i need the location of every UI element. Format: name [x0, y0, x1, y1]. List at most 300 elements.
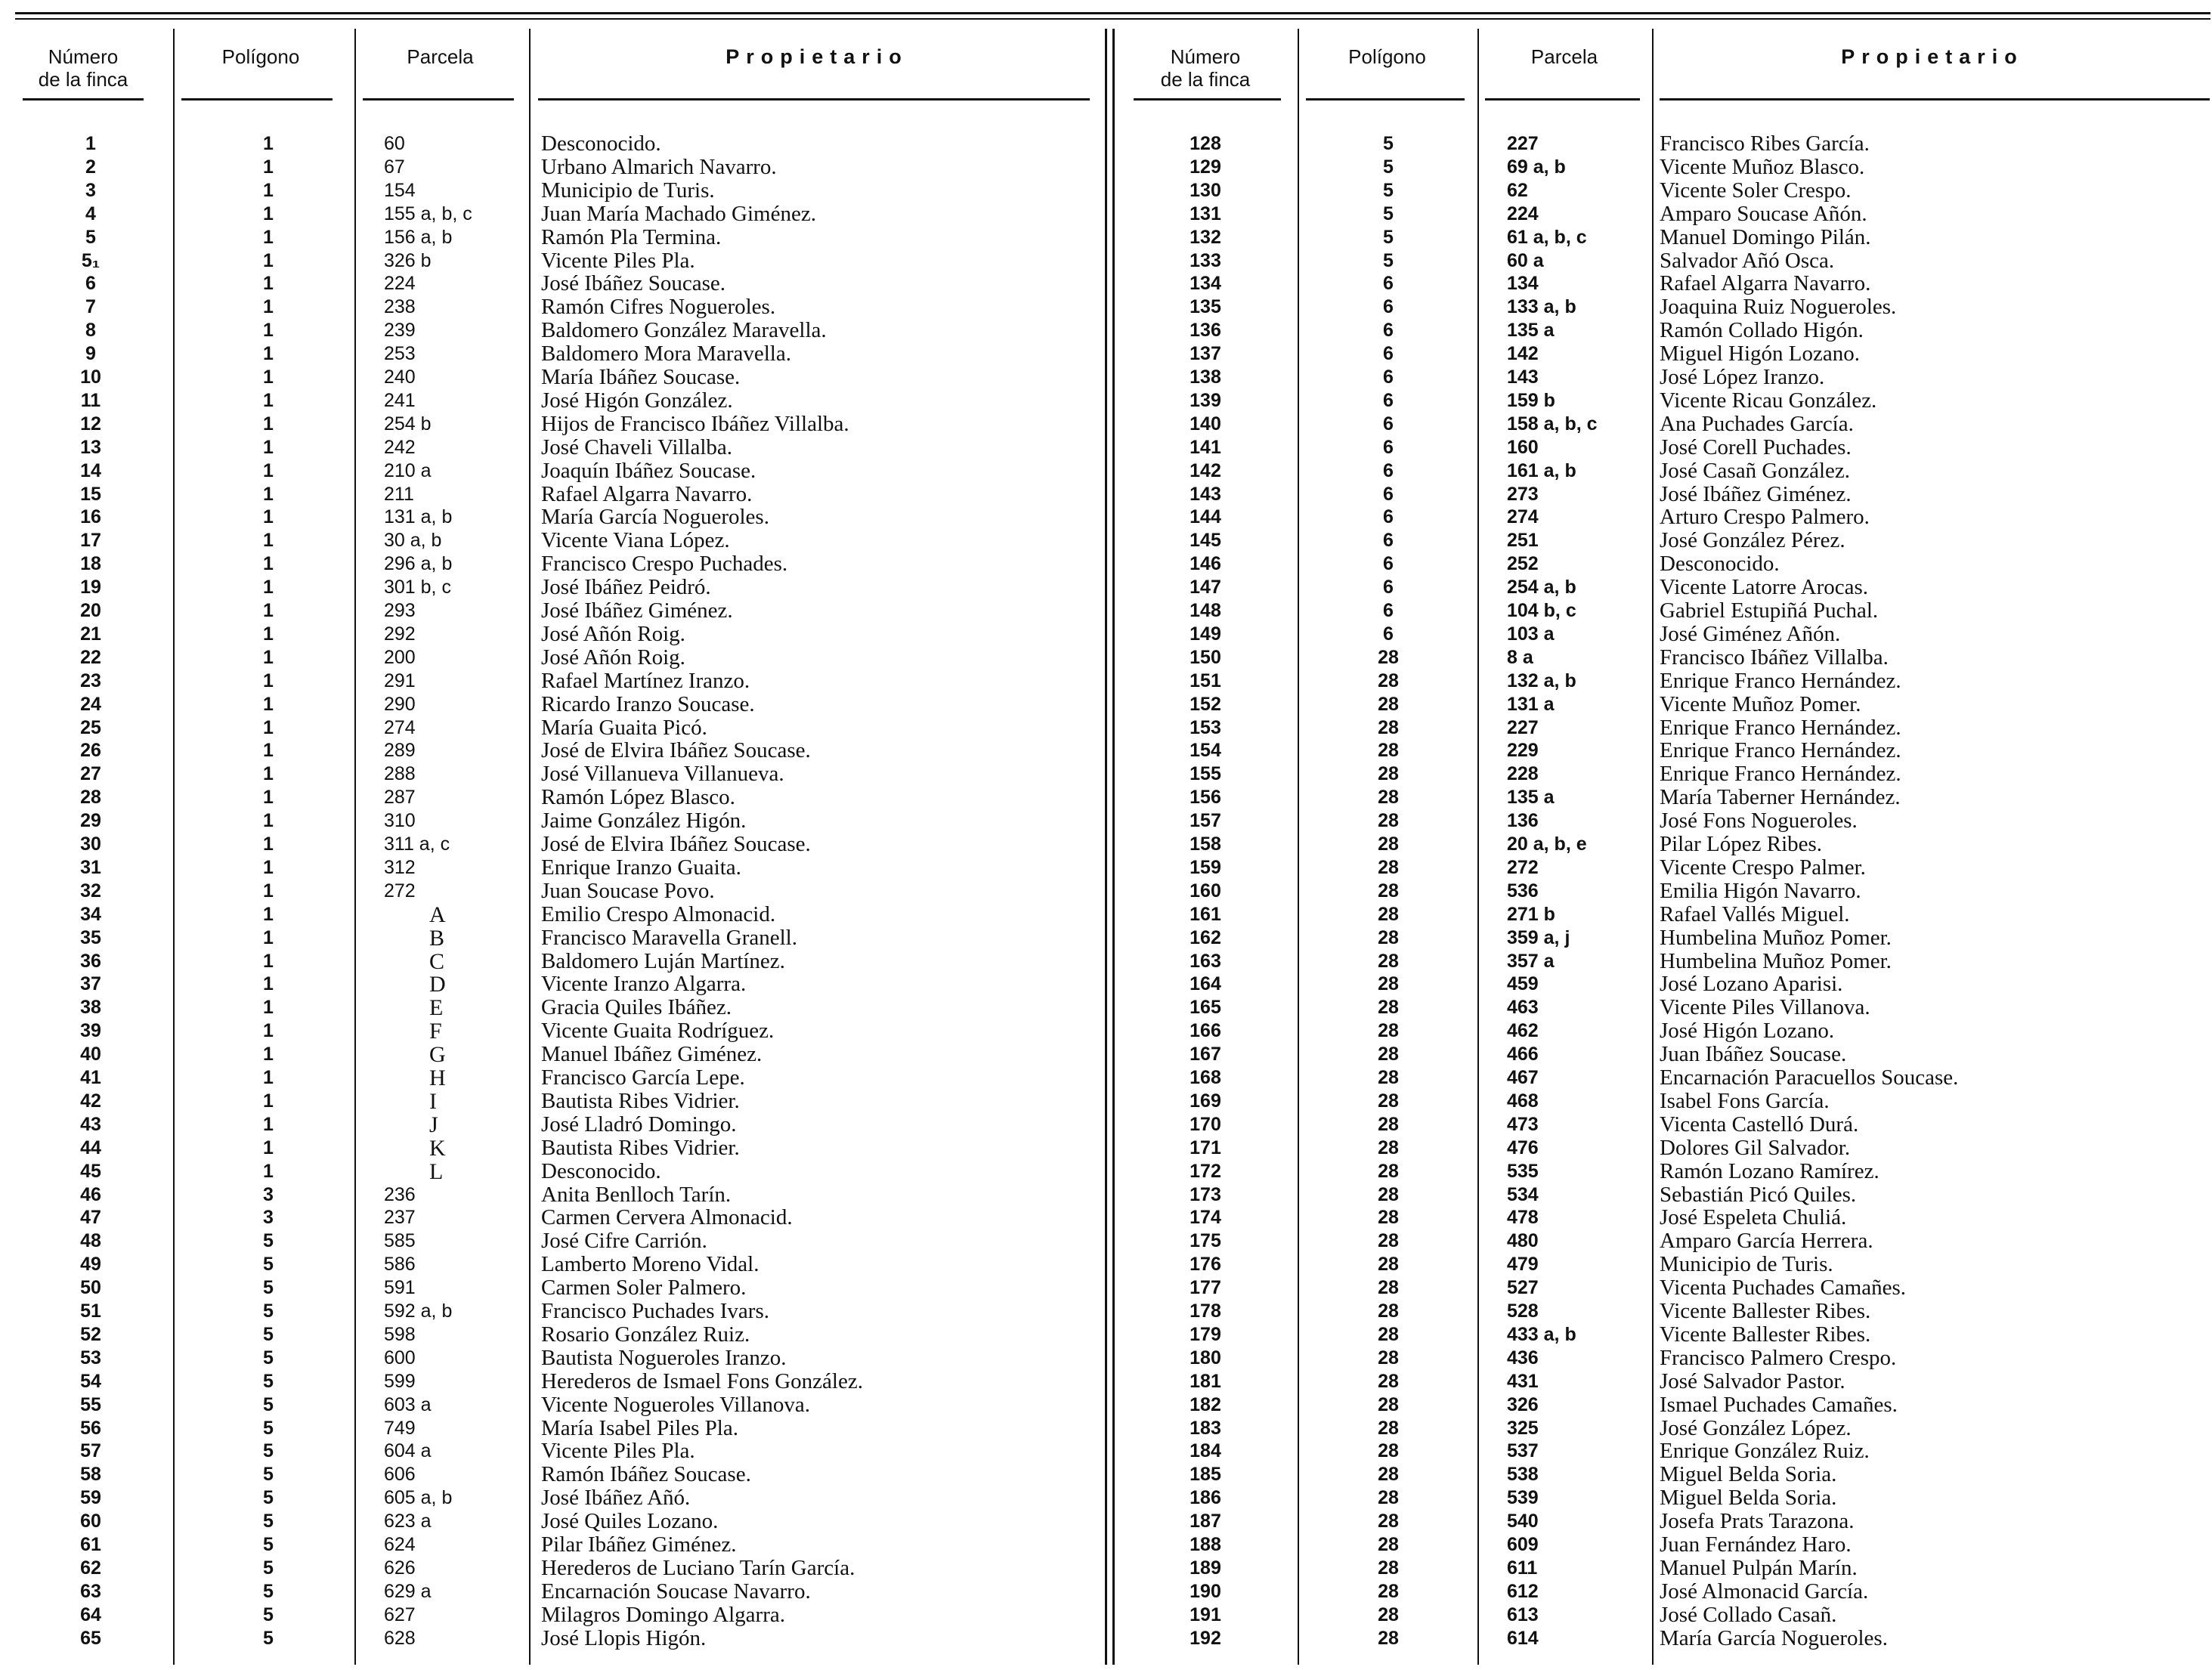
parcela-value: 613 — [1507, 1604, 1539, 1625]
poligono-value: 28 — [1378, 1393, 1399, 1415]
parcela-value: 200 — [384, 646, 416, 668]
propietario-value: José Ibáñez Soucase. — [541, 271, 725, 296]
propietario-value: Urbano Almarich Navarro. — [541, 154, 777, 179]
table-row — [0, 1276, 2212, 1300]
finca-number: 182 — [1190, 1393, 1221, 1415]
parcela-value: 60 — [384, 133, 405, 154]
table-row — [0, 950, 2212, 973]
parcela-value: 287 — [384, 787, 416, 809]
parcela-value: 528 — [1507, 1300, 1539, 1322]
poligono-value: 28 — [1378, 997, 1399, 1019]
propietario-value: José Almonacid García. — [1660, 1579, 1869, 1604]
finca-number: 132 — [1190, 226, 1221, 248]
finca-number: 13 — [80, 436, 101, 458]
finca-number: 23 — [80, 670, 101, 691]
poligono-value: 5 — [263, 1370, 274, 1392]
parcela-value: 143 — [1507, 366, 1539, 388]
parcela-value: 592 a, b — [384, 1300, 453, 1322]
finca-number: 65 — [80, 1627, 101, 1649]
finca-number: 171 — [1190, 1137, 1221, 1158]
propietario-value: Vicente Iranzo Algarra. — [541, 972, 747, 997]
poligono-value: 28 — [1378, 973, 1399, 995]
poligono-value: 28 — [1378, 1440, 1399, 1462]
finca-number: 4 — [85, 203, 96, 224]
parcela-value: 254 a, b — [1507, 577, 1576, 598]
poligono-value: 6 — [1383, 343, 1394, 365]
parcela-value: 536 — [1507, 880, 1539, 901]
parcela-value: H — [429, 1065, 446, 1090]
parcela-value: 142 — [1507, 343, 1539, 365]
finca-number: 146 — [1190, 553, 1221, 575]
propietario-value: Rafael Vallés Miguel. — [1660, 901, 1850, 926]
propietario-value: María García Nogueroles. — [1660, 1625, 1888, 1650]
propietario-value: Herederos de Luciano Tarín García. — [541, 1555, 855, 1580]
poligono-value: 1 — [263, 716, 274, 738]
finca-number: 161 — [1190, 903, 1221, 925]
finca-number: 186 — [1190, 1487, 1221, 1509]
poligono-value: 1 — [263, 459, 274, 481]
propietario-value: Vicente Nogueroles Villanova. — [541, 1392, 810, 1417]
propietario-value: Rafael Algarra Navarro. — [541, 481, 753, 506]
parcela-value: 131 a — [1507, 693, 1555, 715]
poligono-value: 1 — [263, 1020, 274, 1042]
propietario-value: Vicente Muñoz Pomer. — [1660, 691, 1861, 716]
parcela-value: C — [429, 948, 445, 974]
propietario-value: José Chaveli Villalba. — [541, 435, 733, 459]
parcela-value: 30 a, b — [384, 530, 442, 552]
poligono-value: 1 — [263, 833, 274, 855]
finca-number: 143 — [1190, 483, 1221, 505]
propietario-value: Ramón Lozano Ramírez. — [1660, 1158, 1879, 1183]
propietario-value: José Ibáñez Añó. — [541, 1486, 691, 1511]
table-row — [0, 342, 2212, 366]
parcela-value: B — [429, 925, 445, 951]
poligono-value: 28 — [1378, 810, 1399, 832]
parcela-value: 479 — [1507, 1254, 1539, 1276]
header-numero-line1: Número — [1170, 45, 1241, 68]
finca-number: 29 — [80, 810, 101, 832]
poligono-value: 1 — [263, 413, 274, 435]
poligono-value: 1 — [263, 787, 274, 809]
poligono-value: 28 — [1378, 1207, 1399, 1229]
parcela-value: 293 — [384, 600, 416, 621]
propietario-value: Ramón López Blasco. — [541, 785, 735, 810]
parcela-value: 20 a, b, e — [1507, 833, 1587, 855]
poligono-value: 28 — [1378, 1464, 1399, 1486]
parcela-value: 431 — [1507, 1370, 1539, 1392]
finca-number: 162 — [1190, 926, 1221, 948]
parcela-value: 310 — [384, 810, 416, 832]
table-row — [0, 1486, 2212, 1510]
parcela-value: 132 a, b — [1507, 670, 1576, 691]
table-row — [0, 483, 2212, 506]
header-parcela-right: Parcela — [1530, 45, 1598, 68]
propietario-value: Gracia Quiles Ibáñez. — [541, 995, 732, 1020]
parcela-value: 227 — [1507, 716, 1539, 738]
finca-number: 184 — [1190, 1440, 1221, 1462]
parcela-value: 600 — [384, 1347, 416, 1368]
table-row — [0, 576, 2212, 599]
propietario-value: Ramón Cifres Nogueroles. — [541, 295, 776, 320]
table-row — [0, 156, 2212, 179]
propietario-value: Francisco Maravella Granell. — [541, 925, 797, 950]
parcela-value: 104 b, c — [1507, 600, 1576, 621]
propietario-value: Lamberto Moreno Vidal. — [541, 1252, 760, 1277]
parcela-value: 466 — [1507, 1044, 1539, 1065]
finca-number: 177 — [1190, 1277, 1221, 1299]
propietario-value: Ana Puchades García. — [1660, 411, 1854, 436]
propietario-value: Salvador Añó Osca. — [1660, 248, 1835, 273]
poligono-value: 28 — [1378, 926, 1399, 948]
propietario-value: Anita Benlloch Tarín. — [541, 1182, 732, 1207]
parcela-value: 749 — [384, 1417, 416, 1439]
finca-number: 58 — [80, 1464, 101, 1486]
finca-number: 144 — [1190, 506, 1221, 528]
poligono-value: 1 — [263, 249, 274, 271]
header-propietario-right: Propietario — [1841, 45, 2024, 68]
parcela-value: 272 — [384, 880, 416, 901]
propietario-value: Francisco García Lepe. — [541, 1065, 745, 1090]
table-row — [0, 1533, 2212, 1557]
propietario-value: José Casañ González. — [1660, 458, 1851, 483]
finca-number: 157 — [1190, 810, 1221, 832]
table-row — [0, 856, 2212, 880]
table-row — [0, 1043, 2212, 1066]
header-numero-line1: Número — [48, 45, 119, 68]
parcela-value: E — [429, 995, 444, 1021]
propietario-value: Milagros Domingo Algarra. — [541, 1602, 785, 1627]
parcela-value: 612 — [1507, 1580, 1539, 1602]
parcela-value: 467 — [1507, 1067, 1539, 1088]
poligono-value: 1 — [263, 1067, 274, 1088]
propietario-value: José Corell Puchades. — [1660, 435, 1852, 459]
finca-number: 155 — [1190, 763, 1221, 785]
header-underline — [181, 98, 333, 101]
propietario-value: Encarnación Soucase Navarro. — [541, 1579, 811, 1604]
propietario-value: Carmen Soler Palmero. — [541, 1276, 747, 1300]
finca-number: 136 — [1190, 320, 1221, 342]
finca-number: 37 — [80, 973, 101, 995]
parcela-value: 478 — [1507, 1207, 1539, 1229]
poligono-value: 5 — [1383, 156, 1394, 178]
finca-number: 180 — [1190, 1347, 1221, 1368]
finca-number: 148 — [1190, 600, 1221, 621]
table-row — [0, 903, 2212, 926]
table-row — [0, 623, 2212, 646]
parcela-value: 624 — [384, 1534, 416, 1555]
propietario-value: María Guaita Picó. — [541, 715, 707, 740]
parcela-value: 253 — [384, 343, 416, 365]
propietario-value: Enrique González Ruiz. — [1660, 1439, 1870, 1464]
poligono-value: 28 — [1378, 1137, 1399, 1158]
propietario-value: José de Elvira Ibáñez Soucase. — [541, 832, 811, 856]
parcela-value: 239 — [384, 320, 416, 342]
finca-number: 44 — [80, 1137, 101, 1158]
propietario-value: Manuel Domingo Pilán. — [1660, 224, 1871, 249]
propietario-value: Vicente Muñoz Blasco. — [1660, 154, 1865, 179]
header-poligono: Polígono — [221, 45, 300, 68]
finca-number: 163 — [1190, 950, 1221, 972]
finca-number: 137 — [1190, 343, 1221, 365]
propietario-value: Ismael Puchades Camañes. — [1660, 1392, 1898, 1417]
finca-number: 36 — [80, 950, 101, 972]
parcela-value: 539 — [1507, 1487, 1539, 1509]
parcela-value: 69 a, b — [1507, 156, 1566, 178]
poligono-value: 28 — [1378, 856, 1399, 878]
finca-number: 43 — [80, 1113, 101, 1135]
table-row — [0, 1229, 2212, 1253]
propietario-value: Encarnación Paracuellos Soucase. — [1660, 1065, 1959, 1090]
poligono-value: 1 — [263, 320, 274, 342]
propietario-value: José Quiles Lozano. — [541, 1509, 719, 1534]
finca-number: 59 — [80, 1487, 101, 1509]
parcela-value: 60 a — [1507, 249, 1544, 271]
poligono-value: 5 — [263, 1534, 274, 1555]
poligono-value: 28 — [1378, 763, 1399, 785]
header-underline — [363, 98, 514, 101]
propietario-value: Vicente Piles Pla. — [541, 248, 695, 273]
parcela-value: 62 — [1507, 179, 1528, 201]
propietario-value: Juan Ibáñez Soucase. — [1660, 1042, 1847, 1067]
finca-number: 160 — [1190, 880, 1221, 901]
poligono-value: 28 — [1378, 1370, 1399, 1392]
propietario-value: Emilio Crespo Almonacid. — [541, 901, 776, 926]
propietario-value: Amparo García Herrera. — [1660, 1229, 1873, 1254]
propietario-value: José Ibáñez Peidró. — [541, 575, 711, 600]
finca-number: 49 — [80, 1254, 101, 1276]
poligono-value: 28 — [1378, 1557, 1399, 1579]
table-row — [0, 1370, 2212, 1393]
finca-number: 172 — [1190, 1160, 1221, 1182]
finca-number: 165 — [1190, 997, 1221, 1019]
poligono-value: 1 — [263, 1160, 274, 1182]
table-row — [0, 179, 2212, 203]
poligono-value: 5 — [1383, 226, 1394, 248]
finca-number: 3 — [85, 179, 96, 201]
table-row — [0, 1627, 2212, 1650]
finca-number: 27 — [80, 763, 101, 785]
parcela-value: 227 — [1507, 133, 1539, 154]
propietario-value: Rosario González Ruiz. — [541, 1322, 750, 1347]
finca-number: 57 — [80, 1440, 101, 1462]
poligono-value: 5 — [263, 1627, 274, 1649]
finca-number: 2 — [85, 156, 96, 178]
table-row — [0, 1206, 2212, 1229]
parcela-value: 312 — [384, 856, 416, 878]
poligono-value: 5 — [263, 1464, 274, 1486]
parcela-value: 158 a, b, c — [1507, 413, 1598, 435]
finca-number: 164 — [1190, 973, 1221, 995]
propietario-value: María Ibáñez Soucase. — [541, 365, 741, 389]
table-row — [0, 366, 2212, 389]
propietario-value: María García Nogueroles. — [541, 505, 769, 530]
propietario-value: José Añón Roig. — [541, 645, 685, 670]
propietario-value: Pilar Ibáñez Giménez. — [541, 1532, 737, 1557]
poligono-value: 1 — [263, 880, 274, 901]
parcela-value: 459 — [1507, 973, 1539, 995]
propietario-value: Baldomero Luján Martínez. — [541, 948, 785, 973]
finca-number: 32 — [80, 880, 101, 901]
finca-number: 26 — [80, 740, 101, 762]
table-row — [0, 249, 2212, 273]
header-numero — [15, 45, 151, 91]
propietario-value: Ramón Ibáñez Soucase. — [541, 1462, 751, 1487]
propietario-value: Vicente Ricau González. — [1660, 388, 1877, 413]
finca-number: 183 — [1190, 1417, 1221, 1439]
finca-number: 25 — [80, 716, 101, 738]
parcela-value: 527 — [1507, 1277, 1539, 1299]
finca-number: 151 — [1190, 670, 1221, 691]
propietario-value: José González Pérez. — [1660, 528, 1845, 553]
parcela-value: 468 — [1507, 1090, 1539, 1112]
propietario-value: Jaime González Higón. — [541, 809, 747, 833]
parcela-value: 240 — [384, 366, 416, 388]
propietario-value: Bautista Ribes Vidrier. — [541, 1088, 740, 1113]
propietario-value: Municipio de Turis. — [1660, 1252, 1833, 1277]
poligono-value: 1 — [263, 530, 274, 552]
parcela-value: 156 a, b — [384, 226, 453, 248]
finca-number: 46 — [80, 1183, 101, 1205]
poligono-value: 1 — [263, 273, 274, 295]
parcela-value: 480 — [1507, 1230, 1539, 1252]
finca-number: 19 — [80, 577, 101, 598]
table-row — [0, 1183, 2212, 1207]
finca-number: 20 — [80, 600, 101, 621]
parcela-value: 611 — [1507, 1557, 1538, 1579]
table-row — [0, 1580, 2212, 1604]
poligono-value: 1 — [263, 506, 274, 528]
poligono-value: 6 — [1383, 366, 1394, 388]
propietario-value: Francisco Crespo Puchades. — [541, 552, 788, 577]
poligono-value: 1 — [263, 203, 274, 224]
finca-number: 139 — [1190, 389, 1221, 411]
propietario-value: Ramón Collado Higón. — [1660, 318, 1864, 343]
parcela-value: 236 — [384, 1183, 416, 1205]
propietario-value: Enrique Franco Hernández. — [1660, 715, 1901, 740]
poligono-value: 5 — [263, 1511, 274, 1532]
parcela-value: 628 — [384, 1627, 416, 1649]
parcela-value: 540 — [1507, 1511, 1539, 1532]
table-row — [0, 319, 2212, 342]
poligono-value: 1 — [263, 343, 274, 365]
parcela-value: 8 a — [1507, 646, 1533, 668]
poligono-value: 6 — [1383, 553, 1394, 575]
finca-number: 1 — [85, 133, 96, 154]
finca-number: 179 — [1190, 1323, 1221, 1345]
table-row — [0, 413, 2212, 436]
propietario-value: Sebastián Picó Quiles. — [1660, 1182, 1857, 1207]
poligono-value: 28 — [1378, 1160, 1399, 1182]
poligono-value: 1 — [263, 436, 274, 458]
poligono-value: 6 — [1383, 506, 1394, 528]
table-row — [0, 1604, 2212, 1627]
propietario-value: Rafael Algarra Navarro. — [1660, 271, 1871, 296]
top-rule — [15, 12, 2210, 14]
poligono-value: 5 — [263, 1487, 274, 1509]
parcela-value: I — [429, 1088, 437, 1114]
table-row — [0, 436, 2212, 459]
parcela-value: 627 — [384, 1604, 416, 1625]
parcela-value: 473 — [1507, 1113, 1539, 1135]
finca-number: 145 — [1190, 530, 1221, 552]
poligono-value: 5 — [263, 1323, 274, 1345]
finca-number: 5₁ — [81, 249, 101, 271]
finca-number: 173 — [1190, 1183, 1221, 1205]
table-row — [0, 1090, 2212, 1113]
table-row — [0, 389, 2212, 413]
poligono-value: 3 — [263, 1207, 274, 1229]
finca-number: 18 — [80, 553, 101, 575]
table-row — [0, 1137, 2212, 1160]
poligono-value: 5 — [263, 1254, 274, 1276]
finca-number: 149 — [1190, 623, 1221, 645]
header-underline — [1485, 98, 1640, 101]
table-row — [0, 880, 2212, 903]
table-row — [0, 1417, 2212, 1440]
propietario-value: José Espeleta Chuliá. — [1660, 1205, 1847, 1230]
poligono-value: 6 — [1383, 623, 1394, 645]
table-row — [0, 973, 2212, 996]
parcela-value: 603 a — [384, 1393, 432, 1415]
parcela-value: 238 — [384, 296, 416, 318]
propietario-value: Miguel Belda Soria. — [1660, 1462, 1837, 1487]
poligono-value: 28 — [1378, 1604, 1399, 1625]
poligono-value: 6 — [1383, 436, 1394, 458]
parcela-value: 598 — [384, 1323, 416, 1345]
propietario-value: José de Elvira Ibáñez Soucase. — [541, 738, 811, 763]
finca-number: 192 — [1190, 1627, 1221, 1649]
parcela-value: 136 — [1507, 810, 1539, 832]
propietario-value: Vicente Latorre Arocas. — [1660, 575, 1869, 600]
finca-number: 45 — [80, 1160, 101, 1182]
poligono-value: 28 — [1378, 1277, 1399, 1299]
propietario-value: Hijos de Francisco Ibáñez Villalba. — [541, 411, 849, 436]
parcela-value: J — [429, 1112, 438, 1137]
propietario-value: Francisco Palmero Crespo. — [1660, 1345, 1897, 1370]
poligono-value: 28 — [1378, 1323, 1399, 1345]
parcela-value: 252 — [1507, 553, 1539, 575]
finca-number: 7 — [85, 296, 96, 318]
table-row — [0, 1066, 2212, 1090]
poligono-value: 6 — [1383, 389, 1394, 411]
parcela-value: 224 — [1507, 203, 1539, 224]
poligono-value: 1 — [263, 926, 274, 948]
propietario-value: Juan Soucase Povo. — [541, 878, 715, 903]
propietario-value: Vicente Guaita Rodríguez. — [541, 1019, 775, 1044]
finca-number: 8 — [85, 320, 96, 342]
finca-number: 178 — [1190, 1300, 1221, 1322]
finca-number: 61 — [80, 1534, 101, 1555]
finca-number: 152 — [1190, 693, 1221, 715]
table-row — [0, 1019, 2212, 1043]
parcela-value: 609 — [1507, 1534, 1539, 1555]
propietario-value: Enrique Franco Hernández. — [1660, 668, 1901, 693]
finca-number: 31 — [80, 856, 101, 878]
parcela-value: 159 b — [1507, 389, 1555, 411]
propietario-value: José Lozano Aparisi. — [1660, 972, 1843, 997]
table-row — [0, 272, 2212, 295]
poligono-value: 28 — [1378, 880, 1399, 901]
parcela-value: 476 — [1507, 1137, 1539, 1158]
finca-number: 138 — [1190, 366, 1221, 388]
propietario-value: Desconocido. — [541, 131, 661, 156]
propietario-value: Vicente Piles Villanova. — [1660, 995, 1870, 1020]
propietario-value: Ricardo Iranzo Soucase. — [541, 691, 755, 716]
propietario-value: Vicenta Castelló Durá. — [1660, 1112, 1859, 1137]
propietario-value: Miguel Belda Soria. — [1660, 1486, 1837, 1511]
poligono-value: 28 — [1378, 833, 1399, 855]
poligono-value: 28 — [1378, 1254, 1399, 1276]
